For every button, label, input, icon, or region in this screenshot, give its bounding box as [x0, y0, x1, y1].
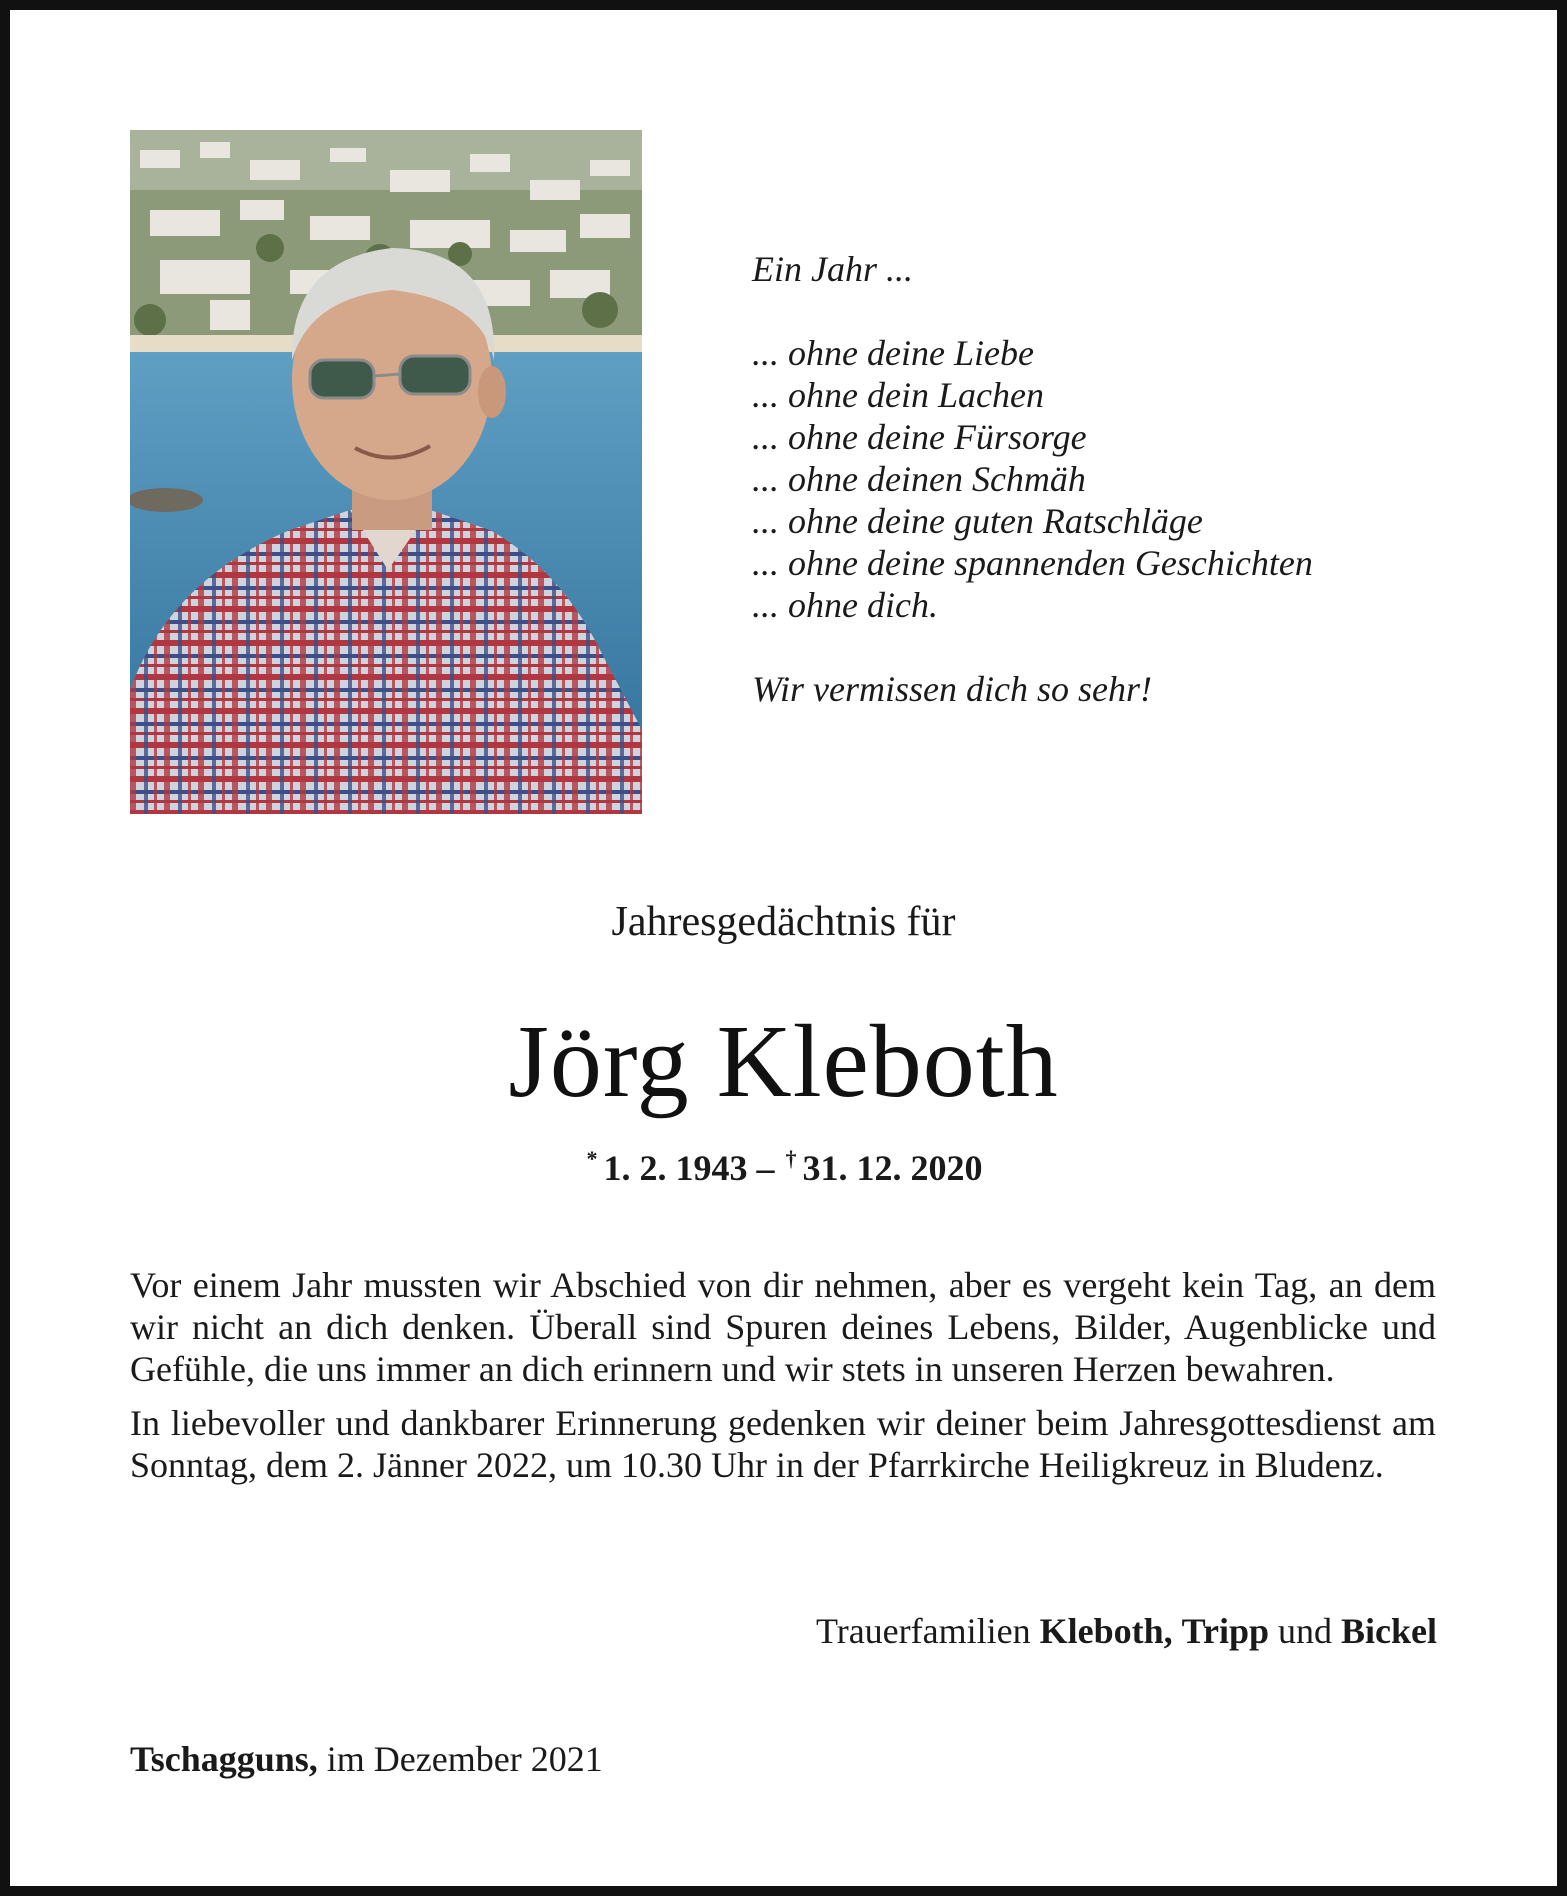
- body-paragraph-1: Vor einem Jahr mussten wir Abschied von dir nehmen, aber es vergeht kein Tag, an dem wir nicht an dich denken. Überall sind Spuren deines Lebens, Bilder, Augenblicke und Gefühle, die uns immer an dich erinnern und wir stets in unseren Herzen bewahren.: [130, 1265, 1436, 1389]
- portrait-photo: [130, 130, 642, 814]
- obituary-body: [130, 1264, 1436, 1486]
- poem-line: ... ohne deinen Schmäh: [752, 459, 1086, 499]
- body-paragraph-2: In liebevoller und dankbarer Erinnerung gedenken wir deiner beim Jahresgottesdienst am Sonntag, dem 2. Jänner 2022, um 10.30 Uhr in der Pfarrkirche Heiligkreuz in Bludenz.: [130, 1403, 1436, 1485]
- place-month: im Dezember 2021: [326, 1739, 603, 1779]
- poem-line: ... ohne dich.: [752, 585, 938, 625]
- family-name-1: Kleboth,: [1039, 1611, 1173, 1651]
- poem-line: ... ohne deine guten Ratschläge: [752, 501, 1203, 541]
- life-dates: [10, 1138, 1557, 1189]
- death-symbol: †: [785, 1146, 797, 1171]
- date-separator: –: [756, 1148, 775, 1188]
- poem-heading: Ein Jahr ...: [752, 249, 913, 289]
- poem-line: ... ohne deine spannenden Geschichten: [752, 543, 1313, 583]
- poem-closing: Wir vermissen dich so sehr!: [752, 669, 1152, 709]
- death-date: 31. 12. 2020: [802, 1148, 983, 1188]
- poem-lines: [752, 332, 1452, 626]
- family-signature: [816, 1610, 1437, 1652]
- place-date: [130, 1738, 603, 1780]
- birth-symbol: *: [586, 1146, 598, 1171]
- poem-line: ... ohne dein Lachen: [752, 375, 1044, 415]
- poem: [752, 248, 1452, 710]
- place-town: Tschagguns,: [130, 1739, 318, 1779]
- poem-line: ... ohne deine Liebe: [752, 333, 1034, 373]
- signature-conjunction: und: [1278, 1611, 1332, 1651]
- family-name-2: Tripp: [1181, 1611, 1269, 1651]
- portrait-image: [130, 130, 642, 814]
- birth-date: 1. 2. 1943: [603, 1148, 748, 1188]
- poem-line: ... ohne deine Fürsorge: [752, 417, 1087, 457]
- signature-prefix: Trauerfamilien: [815, 1611, 1031, 1651]
- family-name-3: Bickel: [1341, 1611, 1437, 1651]
- deceased-name: Jörg Kleboth: [508, 1004, 1059, 1119]
- memorial-intro: Jahresgedächtnis für: [611, 899, 956, 945]
